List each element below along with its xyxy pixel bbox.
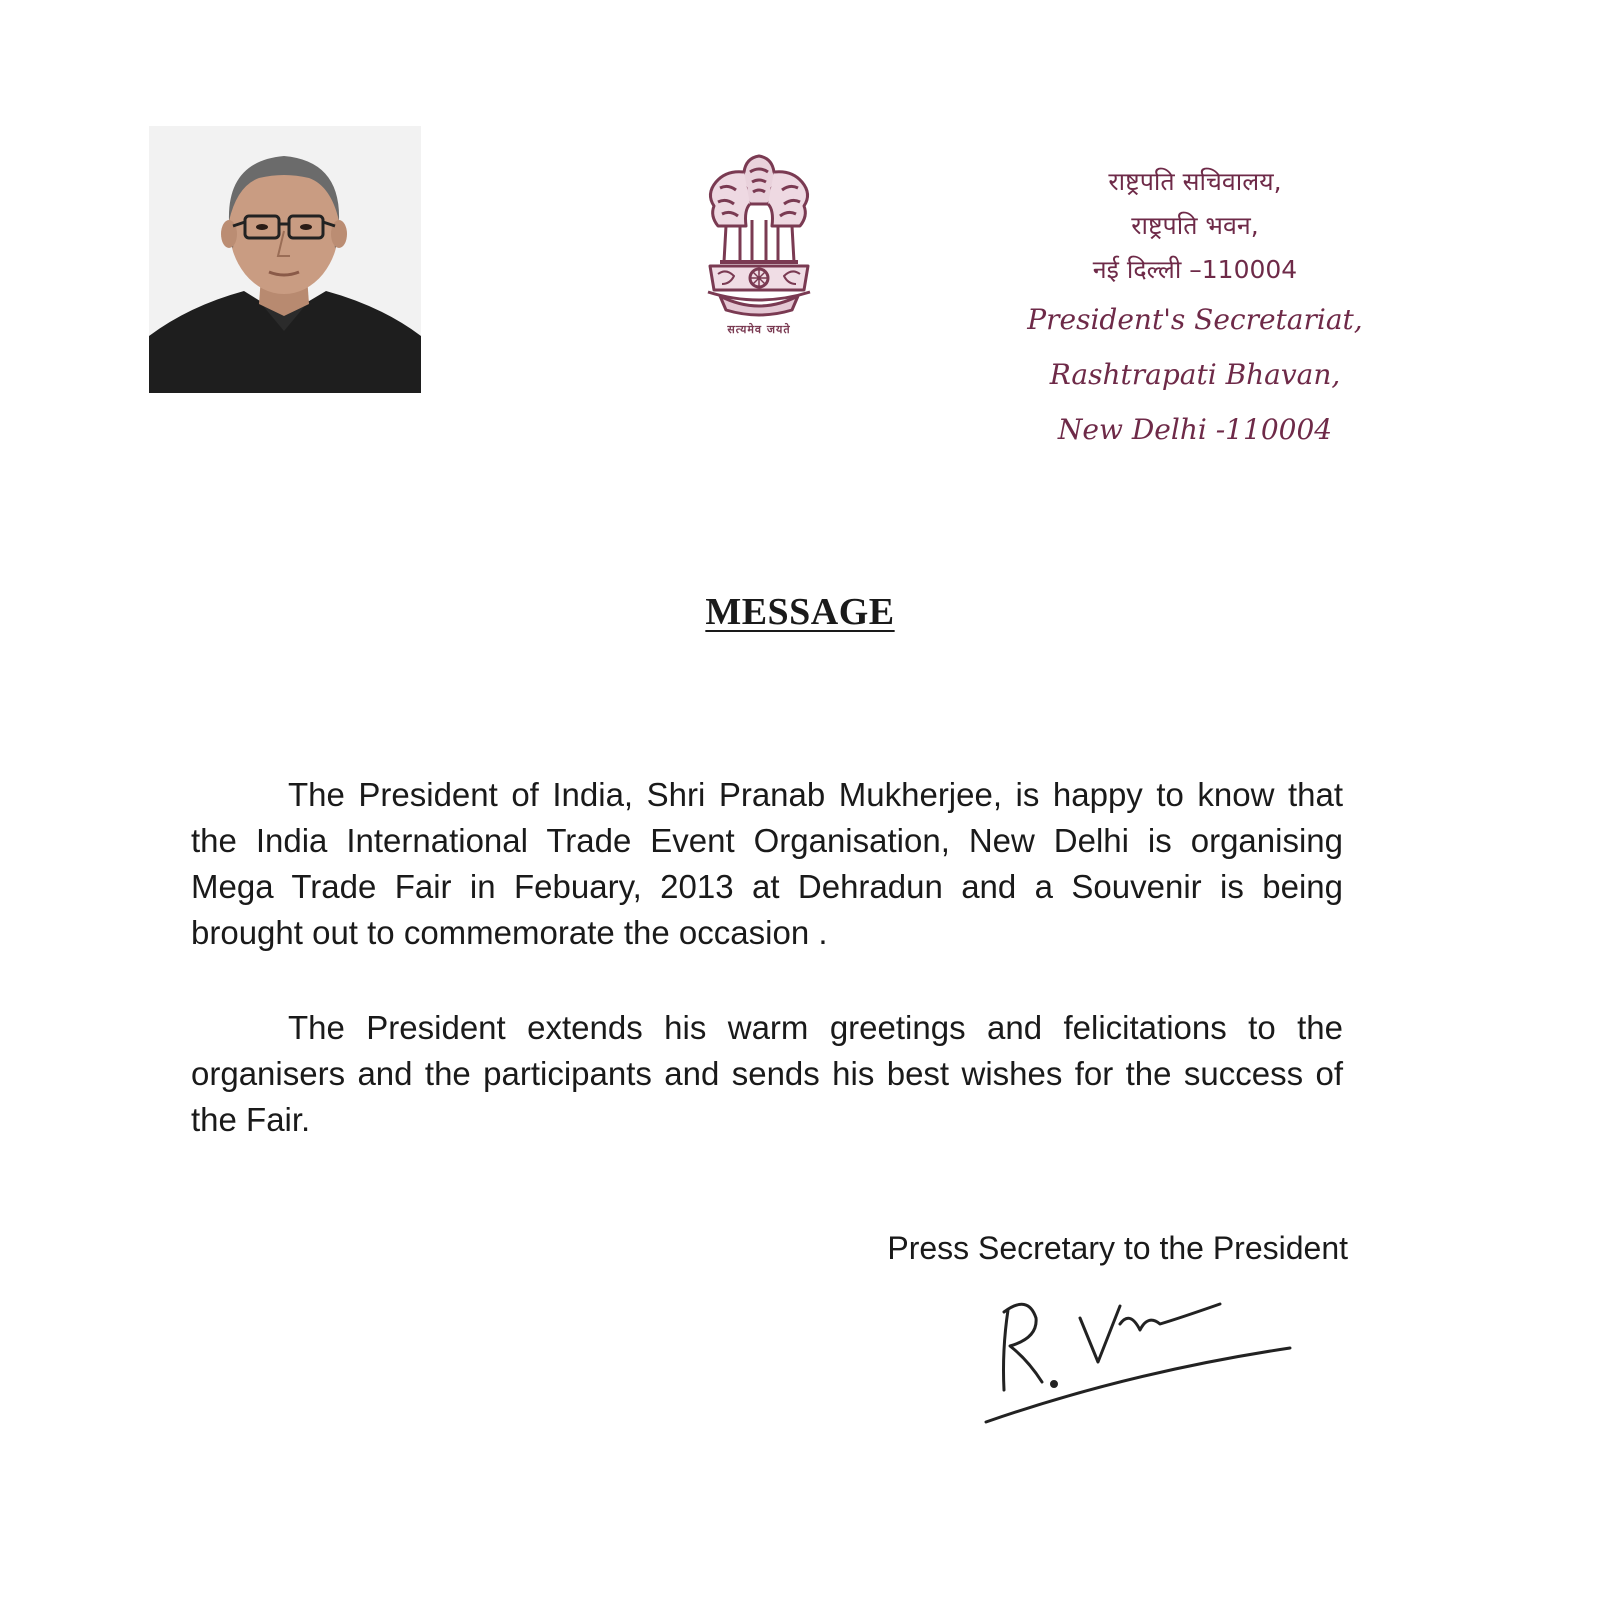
signatory-title: Press Secretary to the President xyxy=(887,1230,1348,1266)
address-english-line-2: Rashtrapati Bhavan, xyxy=(1049,358,1341,391)
handwritten-signature xyxy=(980,1290,1320,1430)
address-english-line-1: President's Secretariat, xyxy=(1027,303,1363,336)
address-english-line-3: New Delhi -110004 xyxy=(1057,413,1333,446)
message-heading: MESSAGE xyxy=(705,591,895,633)
message-paragraph-2: The President extends his warm greetings and felicitations to the organisers and the participants and sends his best wishes for the success of the Fair. xyxy=(191,1009,1343,1138)
address-hindi-line-3: नई दिल्ली –110004 xyxy=(1092,255,1298,284)
signature-icon xyxy=(980,1290,1320,1430)
national-emblem xyxy=(700,150,818,340)
message-heading-container xyxy=(0,590,1600,634)
address-hindi-line-1: राष्ट्रपति सचिवालय, xyxy=(1108,167,1282,196)
letterhead-address xyxy=(1020,160,1370,457)
portrait-photo xyxy=(149,126,421,393)
message-paragraph-1: The President of India, Shri Pranab Mukherjee, is happy to know that the India International Trade Event Organisation, New Delhi is organising Mega Trade Fair in Febuary, 2013 at Dehradun and a Souvenir is being brought out to commemorate the occasion . xyxy=(191,776,1343,951)
lion-capital-emblem-icon xyxy=(700,150,818,322)
portrait-illustration xyxy=(149,126,421,393)
emblem-motto: सत्यमेव जयते xyxy=(727,323,791,336)
address-hindi-line-2: राष्ट्रपति भवन, xyxy=(1131,211,1259,240)
